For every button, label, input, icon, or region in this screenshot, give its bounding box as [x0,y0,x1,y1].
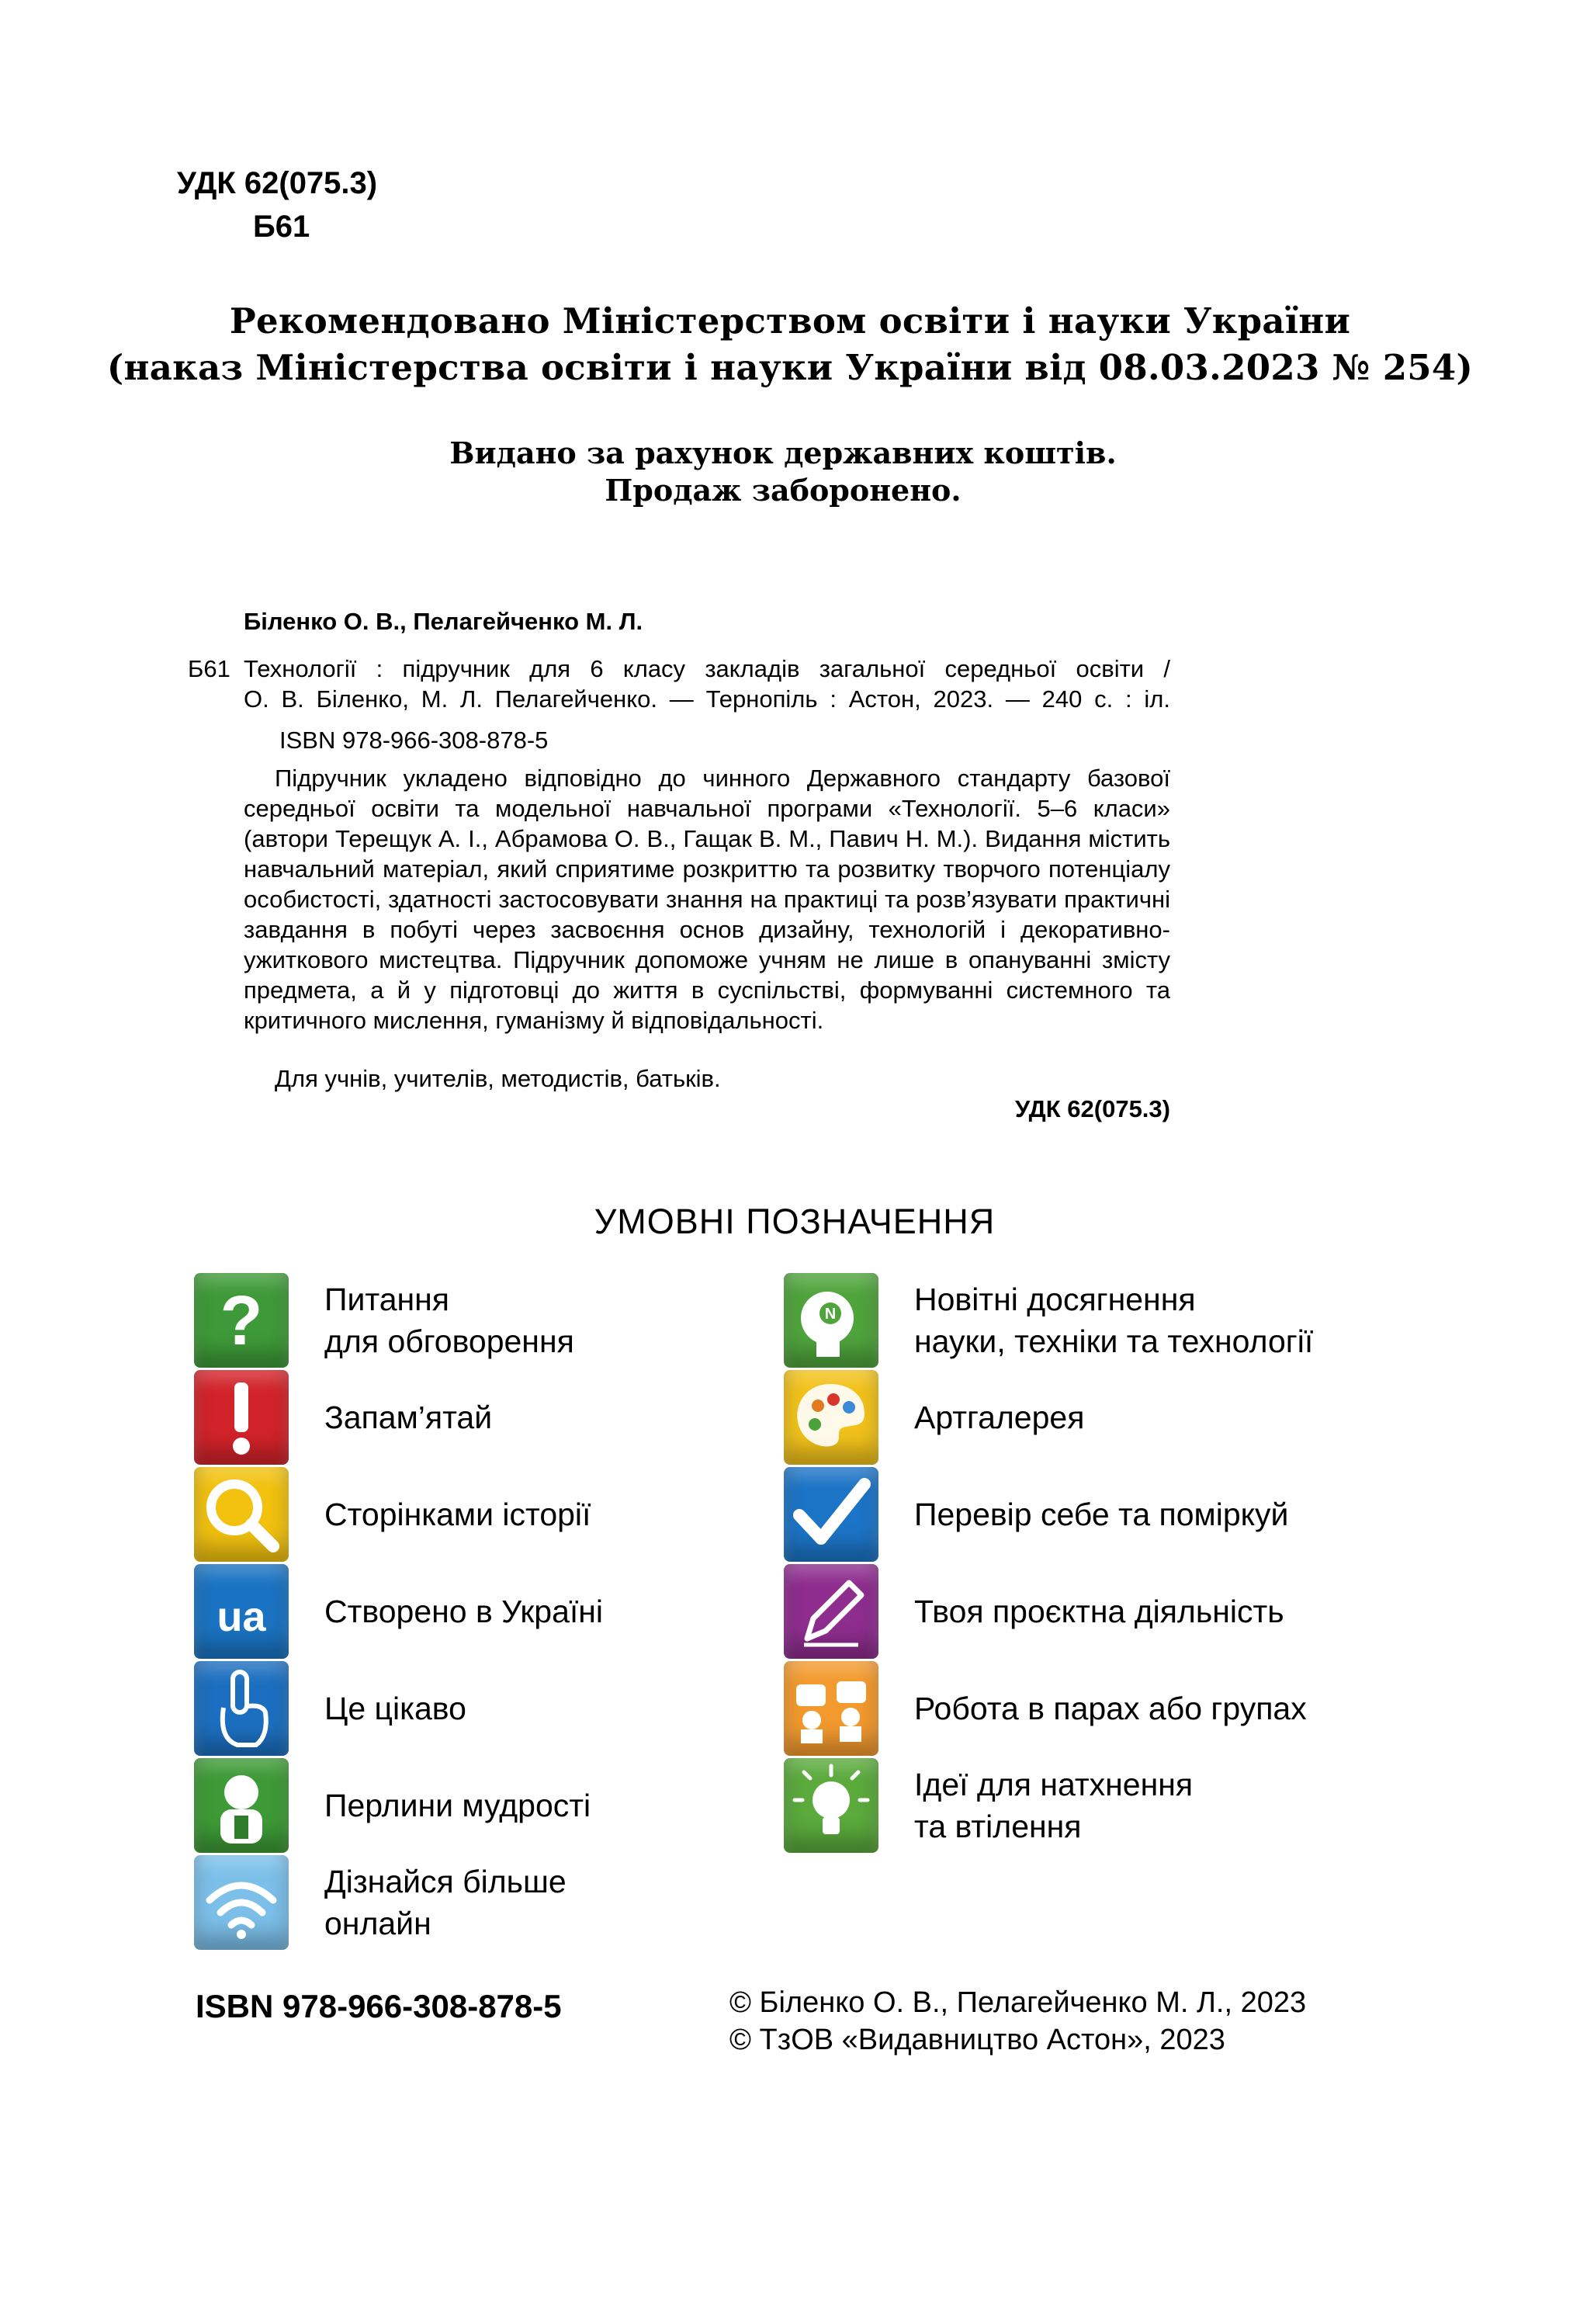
bibliography-annotation [244,763,1170,1035]
legend-label-line-1: Створено в Україні [324,1594,604,1629]
legend-label [914,1564,1284,1659]
wifi-icon [194,1855,289,1950]
exclamation-icon [194,1370,289,1465]
checkmark-icon [784,1467,878,1562]
legend-item-ua [194,1564,815,1659]
copyright-authors: © Біленко О. В., Пелагейченко М. Л., 2023 [729,1986,1307,2019]
library-code-top: Б61 [253,210,310,244]
legend-label-line-1: Твоя проєктна діяльність [914,1594,1284,1629]
ministry-recommendation [0,298,1580,391]
legend-label-line-2: для обговорення [324,1323,574,1359]
svg-text:N: N [824,1306,837,1323]
legend-label-line-1: Новітні досягнення [914,1282,1196,1317]
bibliography-code: Б61 [188,655,230,682]
legend-item-sage [194,1758,815,1853]
sage-icon [194,1758,289,1853]
legend-item-wifi [194,1855,815,1950]
udk-code-bottom: УДК 62(075.3) [1014,1095,1170,1122]
bibliography-title-row [188,654,1181,714]
legend-label-line-1: Це цікаво [324,1691,466,1726]
legend-label-line-1: Робота в парах або групах [914,1691,1307,1726]
annotation-text: Підручник укладено відповідно до чинного Державного стандарту базової середньої освіти та модельної навчальної програми «Технології. 5–6 класи» (автори Терещук А. І., Абрамова О. В., Гащак В. М., Павич Н. М.). Видання містить навчальний матеріал, який сприятиме розкриттю та розвитку творчого потенціалу особистості, здатності застосовувати знання на практиці та розв’язувати практичні завдання в побуті через засвоєння основ дизайну, технологій і декоративно-ужиткового мистецтва. Підручник допоможе учням не лише в опануванні змісту предмета, а й у підготовці до життя в суспільстві, формуванні системного та критичного мислення, гуманізму й відповідальності. [244,765,1170,1034]
legend-label-line-1: Сторінками історії [324,1497,591,1532]
legend-item-pointing-hand [194,1661,815,1756]
legend-item-innovation-head [784,1273,1405,1368]
innovation-head-icon [784,1273,878,1368]
bibliography-authors: Біленко О. В., Пелагейченко М. Л. [244,608,643,635]
footer-copyright [729,1984,1306,2059]
lightbulb-icon [784,1758,878,1853]
funding-line-2: Продаж заборонено. [605,473,962,508]
legend-label-line-2: науки, техніки та технології [914,1323,1314,1359]
legend-label [324,1467,591,1562]
bibliography-title-line-2: О. В. Біленко, М. Л. Пелагейченко. — Тернопіль : Астон, 2023. — 240 с. : іл. [244,685,1170,713]
udk-header [177,161,377,248]
legend-item-pair-work [784,1661,1405,1756]
legend-label [914,1273,1313,1368]
bibliography-entry [188,654,1181,714]
legend-label-line-1: Перевір себе та поміркуй [914,1497,1289,1532]
legend-label-line-1: Запам’ятай [324,1400,493,1435]
legend-label [324,1273,574,1368]
legend-item-lightbulb [784,1758,1405,1853]
udk-code-top: УДК 62(075.3) [177,166,378,200]
pencil-icon [784,1564,878,1659]
recommendation-line-2: (наказ Міністерства освіти і науки України від 08.03.2023 № 254) [106,347,1474,388]
legend-label-line-1: Питання [324,1282,449,1317]
ua-icon [194,1564,289,1659]
legend-label [324,1855,567,1950]
legend-item-palette [784,1370,1405,1465]
footer-isbn: ISBN 978-966-308-878-5 [196,1988,562,2024]
ua-glyph: ua [217,1594,266,1640]
bibliography-isbn: ISBN 978-966-308-878-5 [279,727,549,754]
palette-icon [784,1370,878,1465]
recommendation-line-1: Рекомендовано Міністерством освіти і науки України [229,300,1351,342]
legend-label-line-1: Перлини мудрості [324,1788,591,1823]
legend-label [324,1758,591,1853]
legend-label [914,1661,1307,1756]
legend-label [914,1467,1288,1562]
pointing-hand-icon [194,1661,289,1756]
magnifier-icon [194,1467,289,1562]
legend-label-line-1: Артгалерея [914,1400,1085,1435]
legend-item-exclamation [194,1370,815,1465]
funding-line-1: Видано за рахунок державних коштів. [449,435,1117,470]
legend-title-text: УМОВНІ ПОЗНАЧЕННЯ [594,1202,996,1241]
legend-label-line-1: Дізнайся більше [324,1864,567,1899]
legend-label [324,1370,492,1465]
legend-label-line-1: Ідеї для натхнення [914,1767,1194,1802]
svg-text:?: ? [220,1282,263,1360]
legend-item-magnifier [194,1467,815,1562]
copyright-publisher: © ТзОВ «Видавництво Астон», 2023 [729,2024,1225,2056]
legend-label [324,1564,603,1659]
legend-item-question [194,1273,815,1368]
legend-item-checkmark [784,1467,1405,1562]
question-icon [194,1273,289,1368]
legend-title [0,1202,1580,1242]
legend-item-pencil [784,1564,1405,1659]
bibliography-audience: Для учнів, учителів, методистів, батьків. [275,1065,721,1092]
legend-label [914,1370,1084,1465]
legend-label-line-2: онлайн [324,1906,431,1941]
funding-notice [0,435,1580,509]
legend-label [324,1661,466,1756]
legend-label [914,1758,1193,1853]
pair-work-icon [784,1661,878,1756]
legend-label-line-2: та втілення [914,1809,1082,1844]
bibliography-title-line-1: Технології : підручник для 6 класу закладів загальної середньої освіти / [244,655,1170,682]
